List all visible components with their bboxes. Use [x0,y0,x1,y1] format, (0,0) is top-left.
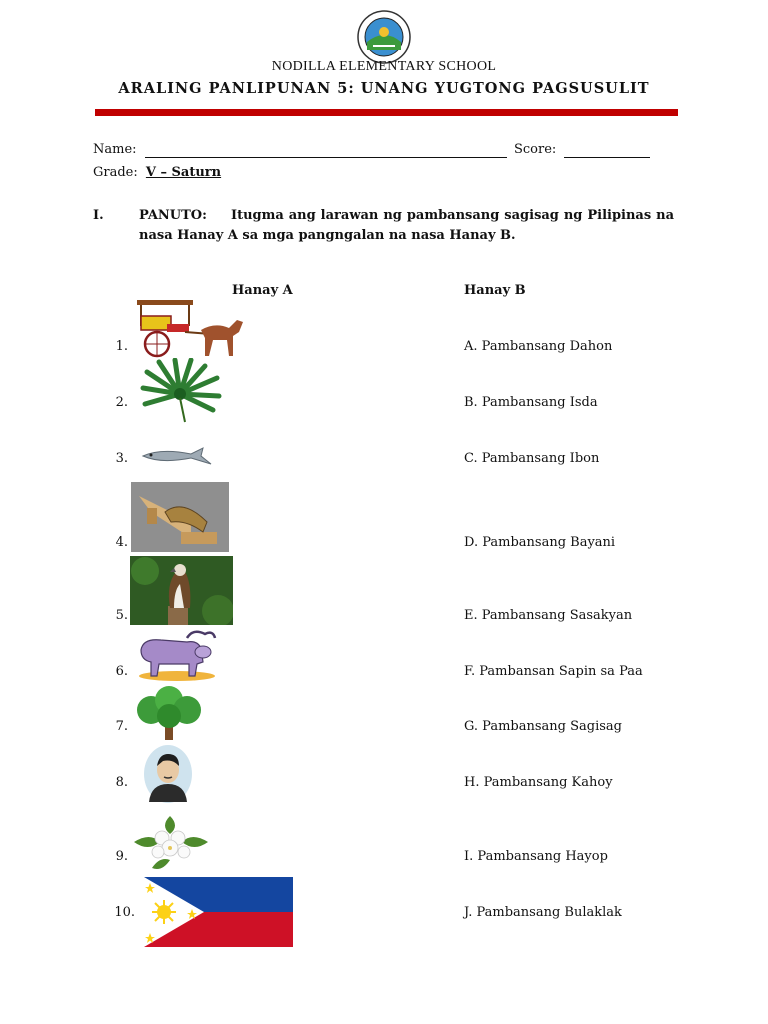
option-g: G. Pambansang Sagisag [464,719,622,734]
bakya-icon [131,482,229,552]
jose-rizal-icon [143,744,193,804]
option-d: D. Pambansang Bayani [464,535,616,550]
grade-value: V – Saturn [145,165,222,180]
school-name: NODILLA ELEMENTARY SCHOOL [271,59,497,74]
item-number: 3. [115,451,128,466]
sampaguita-icon [130,812,212,874]
option-e: E. Pambansang Sasakyan [464,608,633,623]
grade-label: Grade: [93,165,138,180]
section-number: I. [93,208,104,223]
carabao-icon [131,628,217,682]
item-number: 5. [115,608,128,623]
option-a: A. Pambansang Dahon [464,339,613,354]
kalesa-icon [133,298,249,360]
column-header-a: Hanay A [232,283,293,298]
philippine-eagle-icon [130,556,233,625]
column-header-b: Hanay B [464,283,526,298]
instructions-line-2: nasa Hanay A sa mga pangngalan na nasa Hanay B. [139,228,516,243]
item-number: 2. [115,395,128,410]
score-field-row [514,142,650,158]
option-i: I. Pambansang Hayop [464,849,608,864]
name-field[interactable] [145,142,507,158]
option-j: J. Pambansang Bulaklak [464,905,622,920]
option-b: B. Pambansang Isda [464,395,598,410]
grade-row [93,165,221,180]
school-seal-icon [357,10,411,64]
item-number: 6. [115,664,128,679]
item-number: 8. [115,775,128,790]
score-label: Score: [514,142,557,157]
option-h: H. Pambansang Kahoy [464,775,613,790]
item-number: 1. [115,339,128,354]
anahaw-leaf-icon [137,358,223,424]
option-f: F. Pambansan Sapin sa Paa [464,664,643,679]
item-number: 7. [115,719,128,734]
philippine-flag-icon [144,877,293,947]
option-c: C. Pambansang Ibon [464,451,600,466]
exam-title: ARALING PANLIPUNAN 5: UNANG YUGTONG PAGSUSULIT [118,80,650,97]
score-field[interactable] [564,142,650,158]
instructions-line-1: Itugma ang larawan ng pambansang sagisag ng Pilipinas na [231,208,674,223]
instructions-label: PANUTO: [139,208,207,223]
name-field-row [93,142,507,158]
name-label: Name: [93,142,137,157]
bangus-fish-icon [141,446,213,466]
item-number: 10. [114,905,135,920]
narra-tree-icon [133,686,205,742]
item-number: 4. [115,535,128,550]
item-number: 9. [115,849,128,864]
title-divider [95,109,678,116]
